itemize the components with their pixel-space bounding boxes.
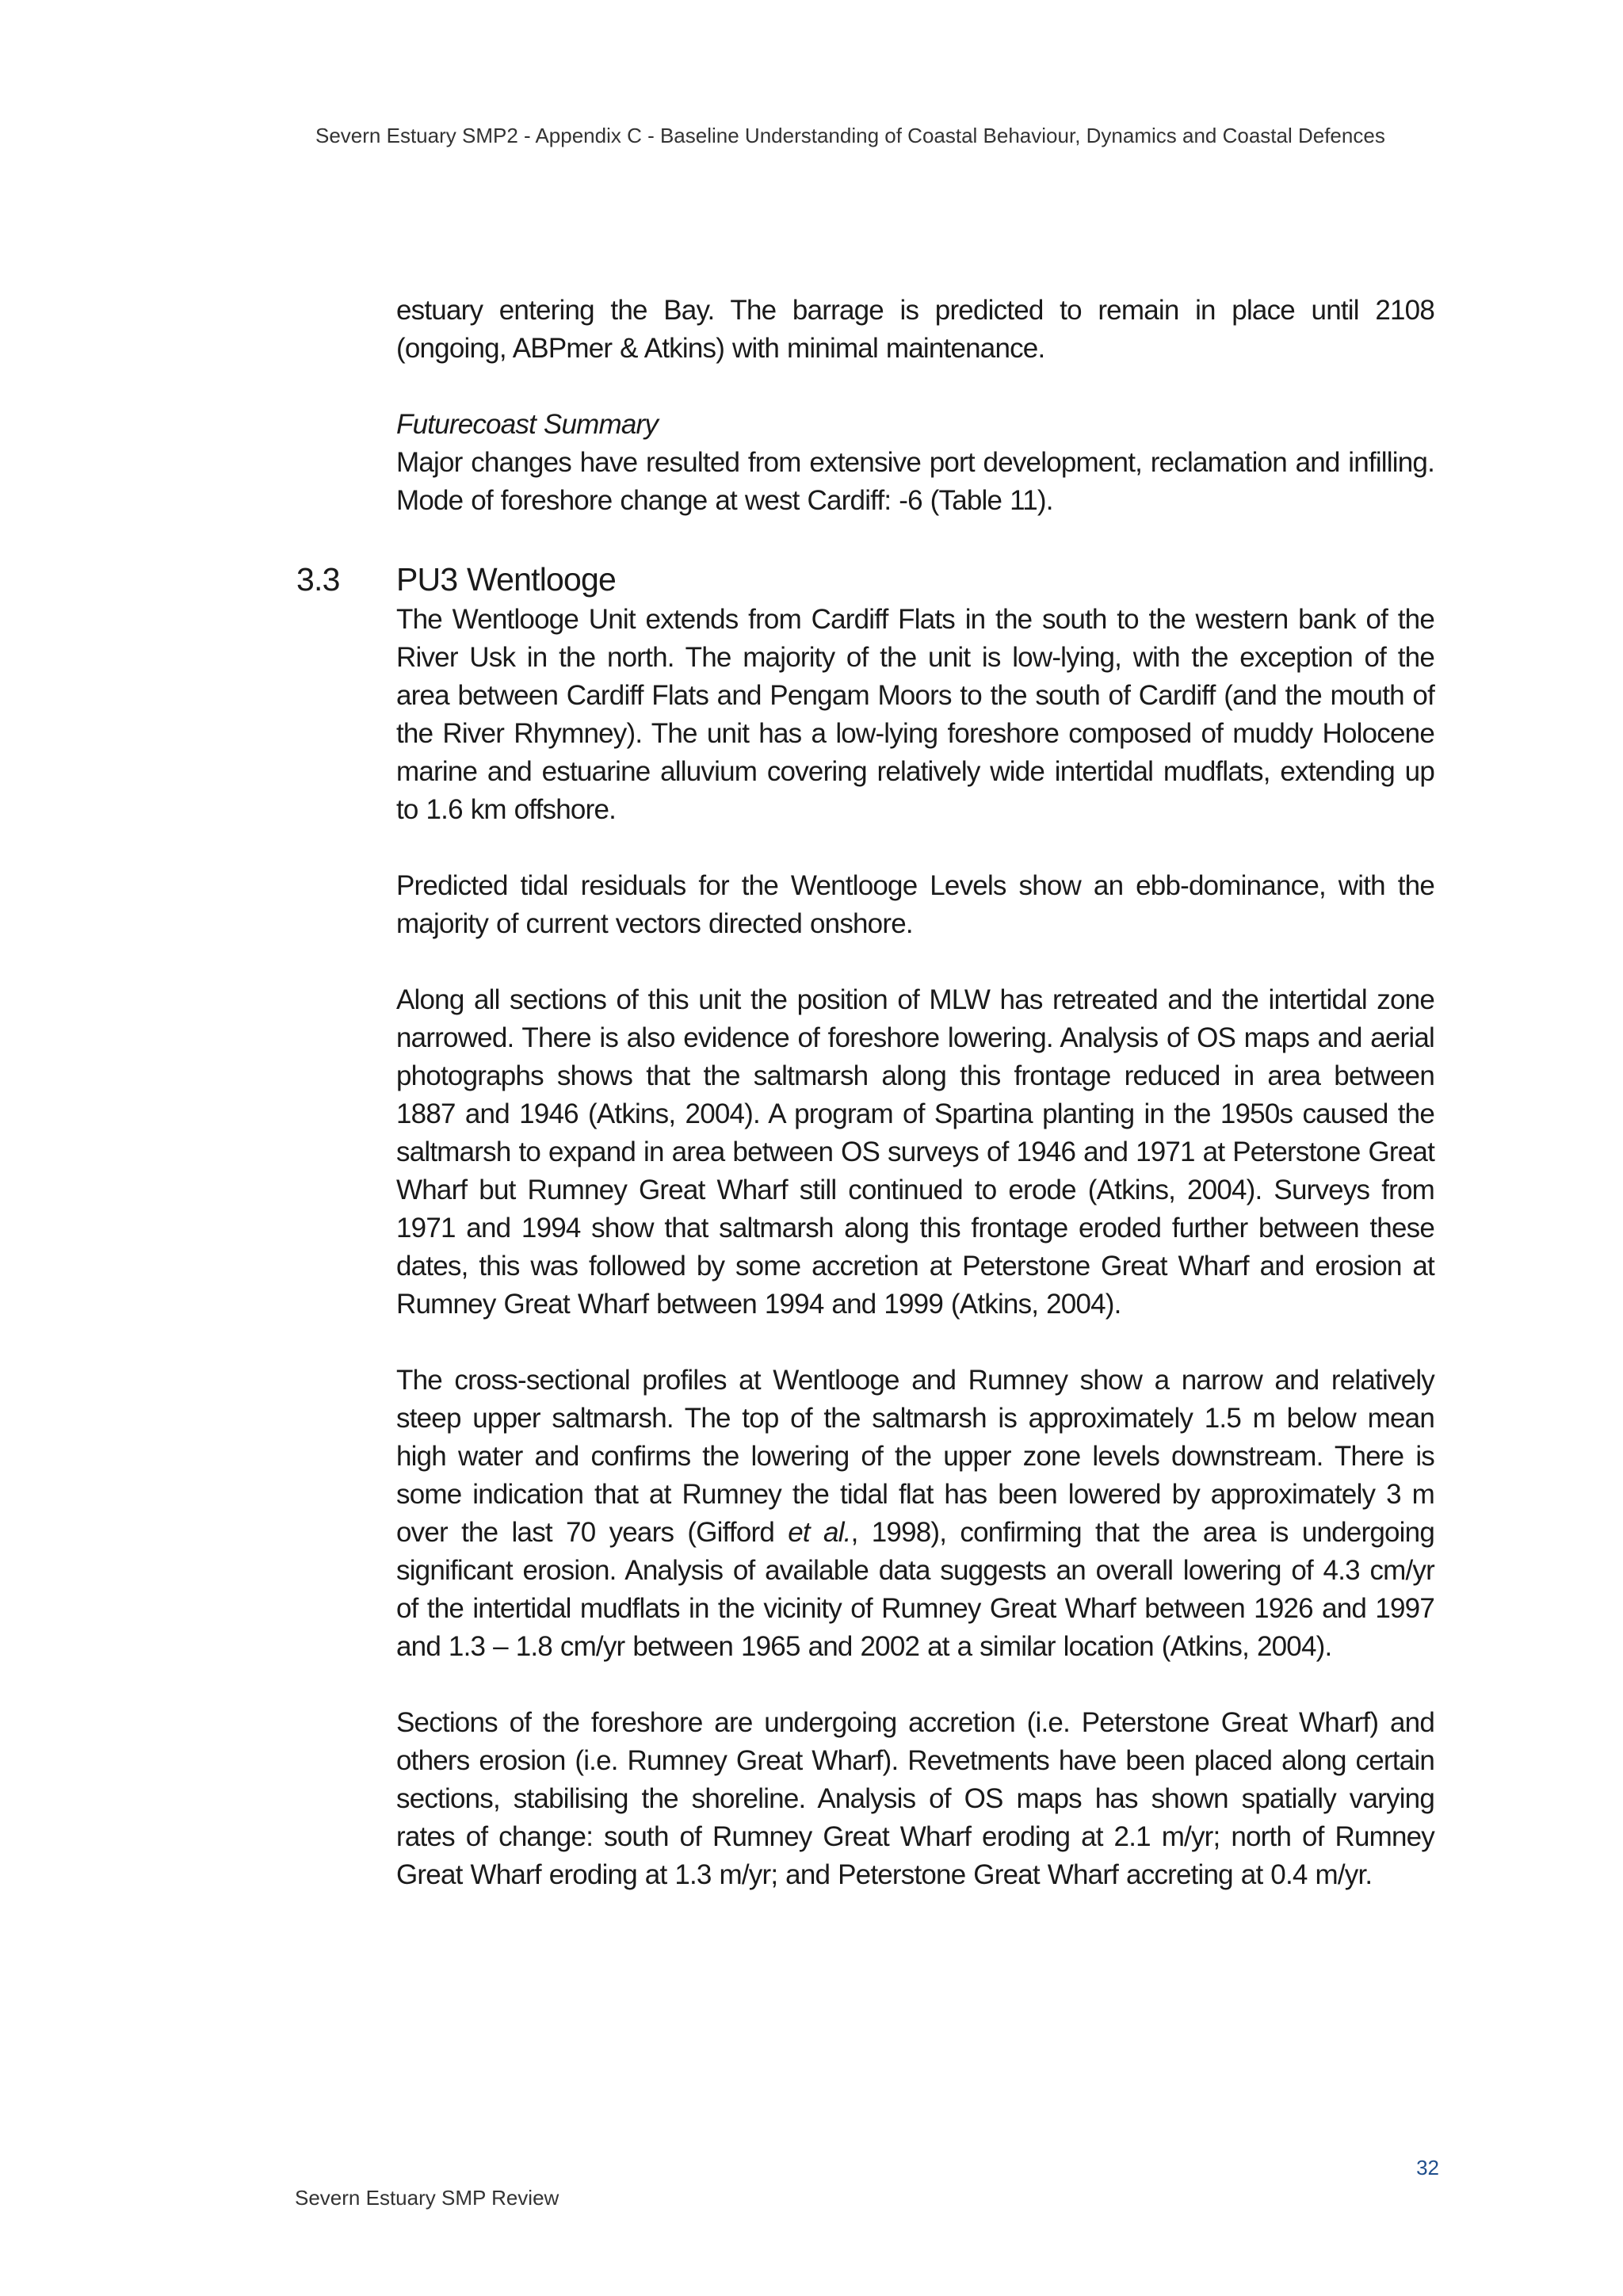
intro-paragraph: estuary entering the Bay. The barrage is predicted to remain in place until 2108 (ongoing, ABPmer & Atkins) with minimal maintenance. <box>396 295 1434 364</box>
paragraph-wentlooge-unit: The Wentlooge Unit extends from Cardiff Flats in the south to the western bank of the River Usk in the north. The majority of the unit is low-lying, with the exception of the area between Cardiff Flats and Pengam Moors to the south of Cardiff (and the mouth of the River Rhymney). The unit has a low-lying foreshore composed of muddy Holocene marine and estuarine alluvium covering relatively wide intertidal mudflats, extending up to 1.6 km offshore. <box>396 604 1434 825</box>
running-header: Severn Estuary SMP2 - Appendix C - Baseline Understanding of Coastal Behaviour, Dynamics and Coastal Defences <box>315 124 1385 147</box>
section-number: 3.3 <box>296 561 340 598</box>
footer-title: Severn Estuary SMP Review <box>295 2186 559 2210</box>
paragraph-text-part: , 1998), confirming that the area is undergoing significant erosion. Analysis of available data suggests an overall lowering of 4.3 cm/yr of the intertidal mudflats in the vicinity of Rumney Great Wharf between 1926 and 1997 and 1.3 – 1.8 cm/yr between 1965 and 2002 at a similar location (Atkins, 2004). <box>396 1517 1434 1662</box>
page-number: 32 <box>1416 2156 1439 2179</box>
futurecoast-text: Major changes have resulted from extensive port development, reclamation and infilling. Mode of foreshore change at west Cardiff: -6 (Table 11). <box>396 447 1434 516</box>
paragraph-cross-sectional-profiles <box>396 1362 1434 1666</box>
paragraph-mlw-retreat: Along all sections of this unit the position of MLW has retreated and the intertidal zone narrowed. There is also evidence of foreshore lowering. Analysis of OS maps and aerial photographs shows that the saltmarsh along this frontage reduced in area between 1887 and 1946 (Atkins, 2004). A program of Spartina planting in the 1950s caused the saltmarsh to expand in area between OS surveys of 1946 and 1971 at Peterstone Great Wharf but Rumney Great Wharf still continued to erode (Atkins, 2004). Surveys from 1971 and 1994 show that saltmarsh along this frontage eroded further between these dates, this was followed by some accretion at Peterstone Great Wharf and erosion at Rumney Great Wharf between 1994 and 1999 (Atkins, 2004). <box>396 984 1434 1320</box>
document-body <box>296 292 1434 1894</box>
paragraph-foreshore-sections: Sections of the foreshore are undergoing accretion (i.e. Peterstone Great Wharf) and others erosion (i.e. Rumney Great Wharf). Revetments have been placed along certain sections, stabilising the shoreline. Analysis of OS maps has shown spatially varying rates of change: south of Rumney Great Wharf eroding at 2.1 m/yr; north of Rumney Great Wharf eroding at 1.3 m/yr; and Peterstone Great Wharf accreting at 0.4 m/yr. <box>396 1707 1434 1890</box>
citation-et-al: et al. <box>788 1517 851 1548</box>
paragraph-text-part: The cross-sectional profiles at Wentlooge and Rumney show a narrow and relatively steep upper saltmarsh. The top of the saltmarsh is approximately 1.5 m below mean high water and confirms the lowering of the upper zone levels downstream. There is some indication that at Rumney the tidal flat has been lowered by approximately 3 m over the last 70 years (Gifford <box>396 1365 1434 1548</box>
section-heading <box>296 558 1434 601</box>
paragraph-tidal-residuals: Predicted tidal residuals for the Wentlooge Levels show an ebb-dominance, with the majority of current vectors directed onshore. <box>396 870 1434 939</box>
futurecoast-heading: Futurecoast Summary <box>396 409 659 440</box>
section-title: PU3 Wentlooge <box>396 561 617 598</box>
